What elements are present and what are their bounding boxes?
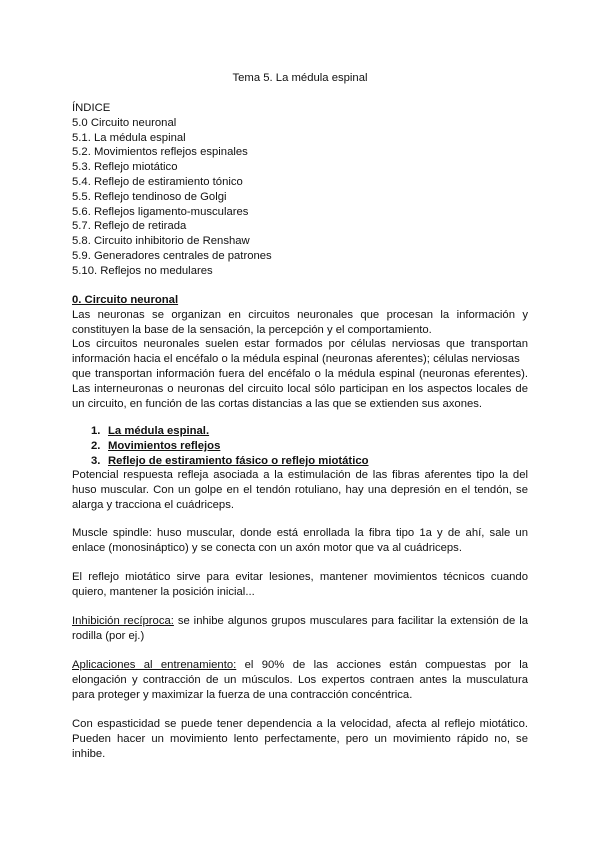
index-heading: ÍNDICE <box>72 102 111 114</box>
paragraph-line: Los circuitos neuronales suelen estar formados por células nerviosas que transportan <box>72 338 528 351</box>
paragraph: Las interneuronas o neuronas del circuito local sólo participan en los aspectos locales de un circuito, en función de las cortas distancias a las que se extienden sus axones. <box>72 382 528 410</box>
paragraph-line: información hacia el encéfalo o la médula espinal (neuronas aferentes); células nerviosas <box>72 353 520 366</box>
index-item: 5.8. Circuito inhibitorio de Renshaw <box>72 235 250 248</box>
paragraph: Muscle spindle: huso muscular, donde está enrollada la fibra tipo 1a y de ahí, sale un enlace (monosináptico) y se conecta con un axón motor que va al cuádriceps. <box>72 527 528 554</box>
index-item: 5.0 Circuito neuronal <box>72 116 177 129</box>
sub-section-list <box>72 424 528 468</box>
index-item: 5.10. Reflejos no medulares <box>72 264 213 277</box>
paragraph-line: que transportan información fuera del encéfalo o la médula espinal (neuronas eferentes). <box>72 367 528 380</box>
list-text: Movimientos reflejos <box>108 439 221 452</box>
index-item: 5.4. Reflejo de estiramiento tónico <box>72 175 243 188</box>
paragraph: Las neuronas se organizan en circuitos neuronales que procesan la información y constituyen la base de la sensación, la percepción y el comportamiento. <box>72 308 528 336</box>
page-title: Tema 5. La médula espinal <box>232 72 368 84</box>
term-text: se inhibe algunos grupos musculares para facilitar la extensión de la rodilla (por ej.) <box>72 615 528 642</box>
section-circuito-neuronal <box>72 293 528 411</box>
numbered-list <box>72 424 528 468</box>
paragraph: El reflejo miotático sirve para evitar lesiones, mantener movimientos técnicos cuando quiero, mantener la posición inicial... <box>72 571 528 598</box>
list-item <box>91 424 528 439</box>
section-heading: 0. Circuito neuronal <box>72 294 179 306</box>
list-text: Reflejo de estiramiento fásico o reflejo miotático <box>108 454 369 467</box>
list-number: 2. <box>91 439 101 452</box>
index-item: 5.9. Generadores centrales de patrones <box>72 249 272 262</box>
term-label: Aplicaciones al entrenamiento: <box>72 659 237 671</box>
index-item: 5.1. La médula espinal <box>72 131 186 144</box>
paragraph-aplicaciones <box>72 658 528 702</box>
list-number: 1. <box>91 425 101 437</box>
table-of-contents <box>72 101 272 279</box>
index-item: 5.7. Reflejo de retirada <box>72 220 187 233</box>
index-item: 5.5. Reflejo tendinoso de Golgi <box>72 190 227 203</box>
index-item: 5.6. Reflejos ligamento-musculares <box>72 205 249 218</box>
term-label: Inhibición recíproca: <box>72 615 174 627</box>
paragraph: Con espasticidad se puede tener dependencia a la velocidad, afecta al reflejo miotático. Pueden hacer un movimiento lento perfectamente, pero un movimiento rápido no, se inhibe. <box>72 718 528 760</box>
index-item: 5.2. Movimientos reflejos espinales <box>72 146 248 159</box>
paragraph-inhibicion <box>72 614 528 644</box>
list-item <box>91 439 528 454</box>
index-item: 5.3. Reflejo miotático <box>72 161 178 174</box>
list-item <box>91 454 528 469</box>
term-text: el 90% de las acciones están compuestas por la elongación y contracción de un músculos. Los expertos contraen antes la musculatura para proteger y maximizar la fuerza de una contracción concéntrica. <box>72 659 528 701</box>
paragraph: Potencial respuesta refleja asociada a la estimulación de las fibras aferentes tipo la del huso muscular. Con un golpe en el tendón rotuliano, hay una depresión en el tendón, se alarga y tracciona el cuádriceps. <box>72 469 528 511</box>
list-number: 3. <box>91 454 101 467</box>
list-text: La médula espinal. <box>108 425 210 437</box>
